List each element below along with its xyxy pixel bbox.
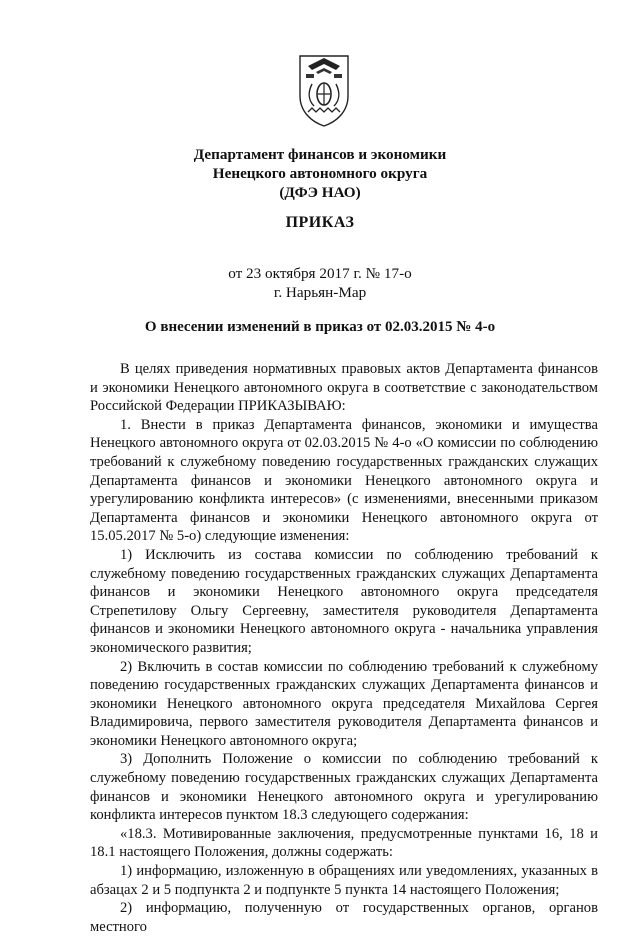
body-paragraph: 1) Исключить из состава комиссии по соблюдению требований к служебному поведению государственных гражданских служащих Департамента финансов и экономики Ненецкого автономного округа председателя Стрепетилову Ольгу Сергеевну, заместителя руководителя Департамента финансов и экономики Ненецкого автономного округа - начальника управления экономического развития; [90,546,598,656]
org-abbreviation: (ДФЭ НАО) [279,184,361,201]
organization-header [0,145,640,202]
body-paragraph: 2) информацию, полученную от государственных органов, органов местного [90,900,598,935]
org-name-line2: Ненецкого автономного округа [212,165,428,182]
document-subject: О внесении изменений в приказ от 02.03.2015 № 4-о [144,319,496,335]
body-paragraph: 1) информацию, изложенную в обращениях или уведомлениях, указанных в абзацах 2 и 5 подпункта 2 и подпункте 5 пункта 14 настоящего Положения; [90,863,598,898]
document-type-title: ПРИКАЗ [285,214,355,231]
nenets-coat-of-arms-icon [296,52,352,128]
body-paragraph: В целях приведения нормативных правовых актов Департамента финансов и экономики Ненецкого автономного округа в соответствие с законодательством Российской Федерации ПРИКАЗЫВАЮ: [90,361,598,415]
body-paragraph: 1. Внести в приказ Департамента финансов, экономики и имущества Ненецкого автономного округа от 02.03.2015 № 4-о «О комиссии по соблюдению требований к служебному поведению государственных гражданских служащих Департамента финансов и экономики Ненецкого автономного округа и урегулированию конфликта интересов» (с изменениями, внесенными приказом Департамента финансов и экономики Ненецкого автономного округа от 15.05.2017 № 5-о) следующие изменения: [90,416,598,545]
document-date-number: от 23 октября 2017 г. № 17-о [228,265,412,282]
document-city: г. Нарьян-Мар [273,284,367,301]
body-paragraph: 3) Дополнить Положение о комиссии по соблюдению требований к служебному поведению государственных гражданских служащих Департамента финансов и экономики Ненецкого автономного округа и урегулированию конфликта интересов пунктом 18.3 следующего содержания: [90,751,598,824]
document-body [90,360,598,936]
org-name-line1: Департамент финансов и экономики [193,146,447,163]
date-and-place [0,264,640,302]
body-paragraph: 2) Включить в состав комиссии по соблюдению требований к служебному поведению государственных гражданских служащих Департамента финансов и экономики Ненецкого автономного округа председателя Михайлова Сергея Владимировича, первого заместителя руководителя Департамента финансов и экономики Ненецкого автономного округа; [90,658,598,749]
body-paragraph: «18.3. Мотивированные заключения, предусмотренные пунктами 16, 18 и 18.1 настоящего Положения, должны содержать: [90,825,598,861]
